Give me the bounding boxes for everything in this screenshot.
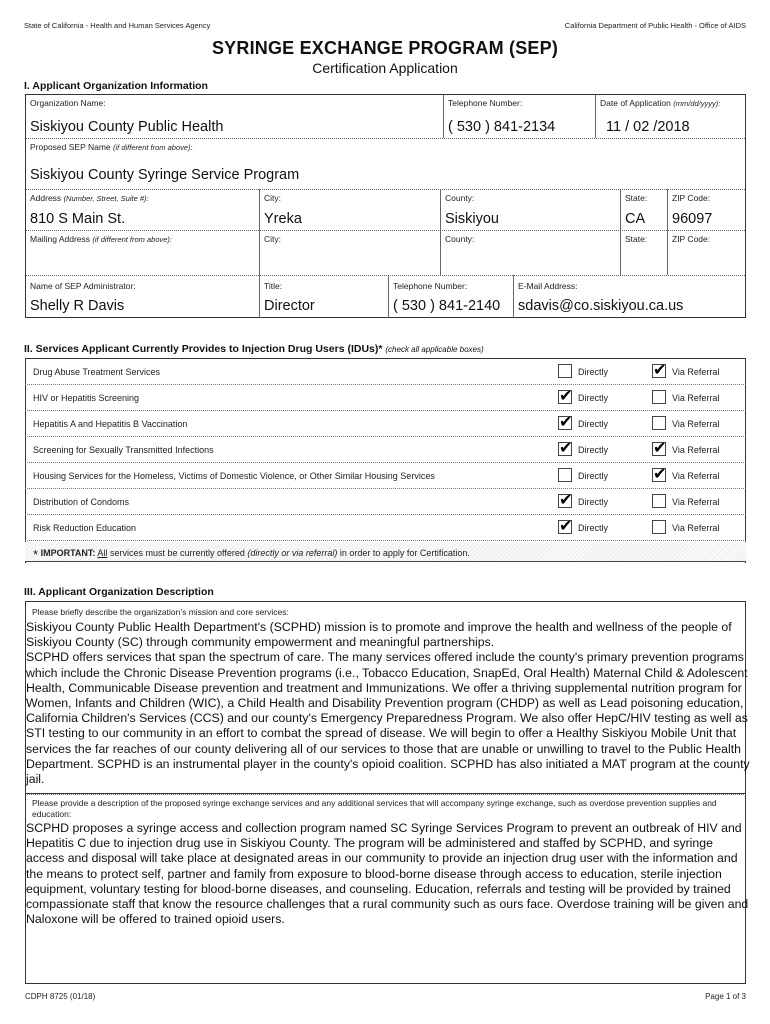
org-name-label: Organization Name: (30, 98, 106, 108)
directly-label: Directly (578, 393, 609, 403)
paragraph: Siskiyou County Public Health Department's (SCPHD) mission is to promote and improve the health and wellness of the people of Siskiyou County (SC) through community empowerment and meaningful partnerships. (26, 620, 732, 650)
org-name-value[interactable]: Siskiyou County Public Health (30, 119, 224, 135)
org-phone-cell[interactable] (444, 95, 596, 138)
mission-answer[interactable] (26, 620, 750, 787)
zip-cell[interactable] (668, 190, 745, 230)
department-header: California Department of Public Health - Office of AIDS (564, 21, 746, 30)
mission-question: Please briefly describe the organization’s mission and core services: (32, 607, 289, 617)
service-name: HIV or Hepatitis Screening (33, 393, 140, 403)
state-label: State: (625, 193, 648, 203)
important-note (25, 542, 746, 562)
form-id: CDPH 8725 (01/18) (25, 992, 96, 1001)
mailing-county-cell[interactable] (441, 231, 620, 275)
date-cell[interactable] (596, 95, 746, 138)
referral-label: Via Referral (672, 497, 720, 507)
service-row (25, 385, 746, 411)
service-row (25, 489, 746, 515)
state-cell[interactable] (621, 190, 667, 230)
directly-checkbox[interactable] (558, 412, 573, 431)
admin-title-value[interactable]: Director (264, 298, 315, 314)
page-number: Page 1 of 3 (705, 992, 746, 1001)
sep-name-cell[interactable] (26, 139, 745, 189)
service-name: Screening for Sexually Transmitted Infections (33, 445, 214, 455)
services-answer[interactable] (26, 821, 750, 927)
mailing-address-cell[interactable] (26, 231, 259, 275)
referral-label: Via Referral (672, 471, 720, 481)
state-value[interactable]: CA (625, 211, 646, 227)
services-description-box[interactable] (25, 794, 749, 984)
admin-name-cell[interactable] (26, 276, 259, 317)
admin-title-label: Title: (264, 281, 283, 291)
service-name: Drug Abuse Treatment Services (33, 367, 161, 377)
check-icon: ✔ (653, 438, 667, 457)
check-icon: ✔ (653, 464, 667, 483)
directly-label: Directly (578, 497, 609, 507)
admin-phone-label: Telephone Number: (393, 281, 468, 291)
mailing-zip-cell[interactable] (668, 231, 745, 275)
mailing-zip-label: ZIP Code: (672, 234, 711, 244)
zip-value[interactable]: 96097 (672, 211, 713, 227)
org-phone-value[interactable]: ( 530 ) 841-2134 (448, 119, 556, 135)
service-row (25, 411, 746, 437)
admin-phone-value[interactable]: ( 530 ) 841-2140 (393, 298, 501, 314)
county-value[interactable]: Siskiyou (445, 211, 499, 227)
referral-label: Via Referral (672, 419, 720, 429)
service-name: Hepatitis A and Hepatitis B Vaccination (33, 419, 188, 429)
org-name-cell[interactable] (26, 95, 443, 138)
service-row (25, 437, 746, 463)
referral-checkbox[interactable] (652, 390, 666, 404)
services-question: Please provide a description of the proposed syringe exchange services and any additional services that will accompany syringe exchange, such as overdose prevention supplies and education: (32, 798, 717, 819)
directly-checkbox[interactable] (558, 364, 572, 378)
organization-info-table (25, 94, 746, 318)
city-cell[interactable] (260, 190, 440, 230)
county-label: County: (445, 193, 475, 203)
admin-email-value[interactable]: sdavis@co.siskiyou.ca.us (518, 298, 684, 314)
referral-checkbox[interactable] (652, 438, 667, 457)
sep-name-value[interactable]: Siskiyou County Syringe Service Program (30, 167, 300, 183)
mailing-city-label: City: (264, 234, 281, 244)
directly-label: Directly (578, 523, 609, 533)
directly-label: Directly (578, 445, 609, 455)
address-label: Address (Number, Street, Suite #): (30, 193, 149, 203)
referral-checkbox[interactable] (652, 464, 667, 483)
admin-name-label: Name of SEP Administrator: (30, 281, 136, 291)
admin-title-cell[interactable] (260, 276, 388, 317)
date-label: Date of Application (mm/dd/yyyy): (600, 98, 721, 108)
directly-checkbox[interactable] (558, 386, 573, 405)
section-3-heading: III. Applicant Organization Description (24, 586, 214, 598)
county-cell[interactable] (441, 190, 620, 230)
mailing-state-label: State: (625, 234, 648, 244)
directly-label: Directly (578, 367, 609, 377)
agency-header: State of California - Health and Human Services Agency (24, 21, 211, 30)
address-cell[interactable] (26, 190, 259, 230)
referral-label: Via Referral (672, 523, 720, 533)
paragraph: SCPHD offers services that span the spectrum of care. The many services offered include the county's primary prevention programs which include the Chronic Disease Prevention programs (i.e., Tobacco Education, SnapEd, Oral Health) Maternal Child & Adolescent Health, Communicable Disease prevention and treatment and Immunizations. We offer a thriving supplemental nutrition program for Women, Infants and Children (WIC), a Child Health and Disability Prevention program (CHDP) as well as Lead poisoning education, California Children's Services (CCS) and our county's Emergency Preparedness Program. We also offer HepC/HIV testing as well as STI testing to our community in an effort to combat the spread of disease. We will begin to offer a Healthy Siskiyou Mobile Unit that services the far reaches of our county delivering all of our services to those that are unable or unwilling to travel to the Public Health Department. SCPHD is an instrumental player in the county's opioid coalition. SCPHD has also initiated a MAT program at the county jail. (26, 650, 750, 787)
referral-checkbox[interactable] (652, 360, 667, 379)
paragraph: SCPHD proposes a syringe access and collection program named SC Syringe Services Program to prevent an outbreak of HIV and Hepatitis C due to injection drug use in Siskiyou County. The program will be administered and staffed by SCPHD, and syringe access and disposal will take place at designated areas in our community to provide an injection drug user with the information and the means to protect self, partner and family from exposure to blood-borne disease through access to education, sterile injection equipment, voluntary testing for blood-borne diseases, and counseling. Education, referrals and testing will be provided by trained compassionate staff that know the resource challenges that a rural community such as ours face. Overdose training will be given and Naloxone will be offered to trained opioid users. (26, 821, 749, 927)
check-icon: ✔ (559, 490, 573, 509)
mailing-address-label: Mailing Address (if different from above): (30, 234, 173, 244)
admin-email-cell[interactable] (514, 276, 745, 317)
mailing-county-label: County: (445, 234, 475, 244)
directly-checkbox[interactable] (558, 468, 572, 482)
referral-checkbox[interactable] (652, 520, 666, 534)
section-1-heading: I. Applicant Organization Information (24, 80, 208, 92)
referral-label: Via Referral (672, 393, 720, 403)
directly-checkbox[interactable] (558, 516, 573, 535)
service-row (25, 515, 746, 541)
city-value[interactable]: Yreka (264, 211, 302, 227)
admin-phone-cell[interactable] (389, 276, 513, 317)
org-phone-label: Telephone Number: (448, 98, 523, 108)
zip-label: ZIP Code: (672, 193, 711, 203)
service-row (25, 463, 746, 489)
check-icon: ✔ (559, 412, 573, 431)
mailing-city-cell[interactable] (260, 231, 440, 275)
address-value[interactable]: 810 S Main St. (30, 211, 126, 227)
referral-checkbox[interactable] (652, 416, 666, 430)
directly-checkbox[interactable] (558, 490, 573, 509)
check-icon: ✔ (559, 386, 573, 405)
service-name: Housing Services for the Homeless, Victims of Domestic Violence, or Other Similar Housing Services (33, 471, 435, 481)
mailing-state-cell[interactable] (621, 231, 667, 275)
check-icon: ✔ (653, 360, 667, 379)
service-row (25, 359, 746, 385)
referral-checkbox[interactable] (652, 494, 666, 508)
directly-label: Directly (578, 419, 609, 429)
form-title: SYRINGE EXCHANGE PROGRAM (SEP) (211, 38, 559, 58)
sep-name-label: Proposed SEP Name (if different from above): (30, 142, 193, 152)
service-name: Distribution of Condoms (33, 497, 130, 507)
referral-label: Via Referral (672, 445, 720, 455)
date-value[interactable]: 11 / 02 /2018 (606, 119, 690, 135)
check-icon: ✔ (559, 438, 573, 457)
directly-checkbox[interactable] (558, 438, 573, 457)
directly-label: Directly (578, 471, 609, 481)
important-note-text: * IMPORTANT: All services must be currently offered (directly or via referral) in order to apply for Certification. (33, 547, 470, 562)
mission-description-box[interactable] (25, 601, 750, 794)
section-2-heading: II. Services Applicant Currently Provides to Injection Drug Users (IDUs)* (check all applicable boxes) (24, 343, 484, 355)
form-subtitle: Certification Application (312, 60, 458, 76)
check-icon: ✔ (559, 516, 573, 535)
service-name: Risk Reduction Education (33, 523, 137, 533)
city-label: City: (264, 193, 281, 203)
admin-email-label: E-Mail Address: (518, 281, 578, 291)
admin-name-value[interactable]: Shelly R Davis (30, 298, 125, 314)
referral-label: Via Referral (672, 367, 720, 377)
